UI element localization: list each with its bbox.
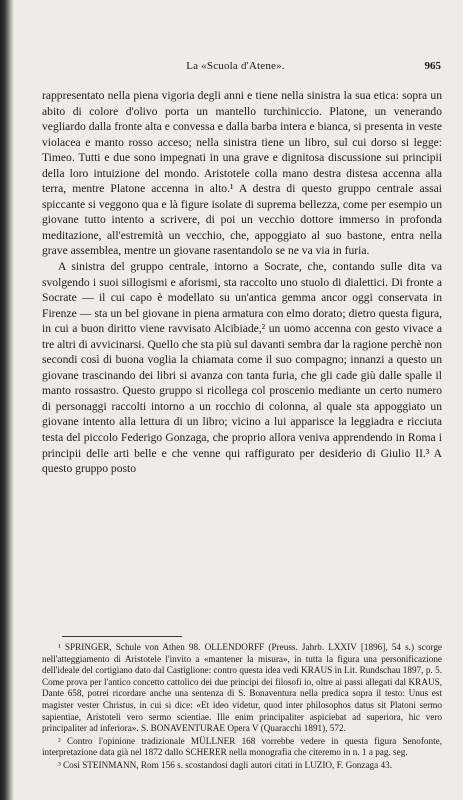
footnote-divider — [62, 636, 182, 637]
running-title: La «Scuola d'Atene». — [186, 60, 285, 72]
body-paragraph: rappresentato nella piena vigoria degli anni e tiene nella sinistra la sua etica: sopra un abito di colore d'olivo porta un mantello turchiniccio. Platone, un venerando vegliardo dalla fronte alta e convessa e dalla barba intera e bianca, si presenta in veste violacea e manto rosso acceso; nella sinistra tiene un libro, sul cui dorso si legge: Timeo. Tutti e due sono impegnati in una grave e dignitosa discussione sui principii della loro intuizione del mondo. Aristotele colla mano destra distesa accenna alla terra, mentre Platone accenna in alto.¹ A destra di questo gruppo centrale assai spiccante si veggono qua e là figure isolate di suprema bellezza, come per esempio un giovane tutto intento a scrivere, di poi un vecchio dottore immerso in profonda meditazione, all'estremità un vecchio, che, appoggiato al suo bastone, entra nella grave assemblea, mentre un giovane rasentandolo se ne va via in furia. — [42, 89, 442, 258]
page-header — [30, 60, 441, 76]
footnote: ¹ SPRINGER, Schule von Athen 98. OLLENDORFF (Preuss. Jahrb. LXXIV [1896], 54 s.) scorge nell'atteggiamento di Aristotele l'invito a «mantener la misura», in tutta la figura una personificazione dell'ideale del cortigiano dato dal Castiglione: contro questa idea vedi KRAUS in Lit. Rundschau 1897, p. 5. Come prova per l'antico concetto cattolico dei due principi dei filosofi io, oltre ai passi allegati dal KRAUS, Dante 658, potrei ricordare anche una sentenza di S. Bonaventura nella predica sopra il testo: Unus est magister vester Christus, in cui si dice: «Et ideo videtur, quod inter philosophos datus sit Platoni sermo sapientiae, Aristoteli vero sermo scientiae. Ille enim principaliter aspiciebat ad superiora, hic vero principaliter ad inferiora». S. BONAVENTURAE Opera V (Quaracchi 1891), 572. — [42, 642, 442, 734]
footnotes — [42, 642, 442, 773]
footnote: ³ Così STEINMANN, Rom 156 s. scostandosi dagli autori citati in LUZIO, F. Gonzaga 43. — [58, 759, 393, 770]
footnote: ² Contro l'opinione tradizionale MÜLLNER 168 vorrebbe vedere in questa figura Senofonte, interpretazione data già nel 1872 dallo SCHERER nella monografia che citeremo in n. 1 a pag. seg. — [42, 735, 442, 758]
binding-shadow — [0, 0, 14, 800]
page-number: 965 — [424, 60, 441, 72]
body-text — [42, 88, 442, 477]
body-paragraph: A sinistra del gruppo centrale, intorno a Socrate, che, contando sulle dita va svolgendo i suoi sillogismi e aforismi, sta raccolto uno stuolo di dialettici. Di fronte a Socrate — il cui capo è modellato su un'antica gemma ancor oggi conservata in Firenze — sta un bel giovane in piena armatura con elmo dorato; dietro questa figura, in cui a buon diritto viene ravvisato Alcibiade,² un uomo accenna con gesto vivace a tre altri di avvicinarsi. Quello che sta più sul davanti sembra dar la ragione perchè non secondi così di buona voglia la chiamata come il suo compagno; innanzi a questo un giovane trascinando dei libri si avanza con tanta furia, che gli cade giù dalle spalle il manto rossastro. Questo gruppo si ricollega col proscenio mediante un certo numero di personaggi raccolti intorno a un rocchio di colonna, al quale sta appoggiato un giovane intento alla lettura di un libro; vicino a lui apparisce la leggiadra e ricciuta testa del piccolo Federigo Gonzaga, che proprio allora veniva apprendendo in Roma i principii delle arti belle e che venne qui raffigurato per desiderio di Giulio II.³ A questo gruppo posto — [42, 260, 442, 476]
